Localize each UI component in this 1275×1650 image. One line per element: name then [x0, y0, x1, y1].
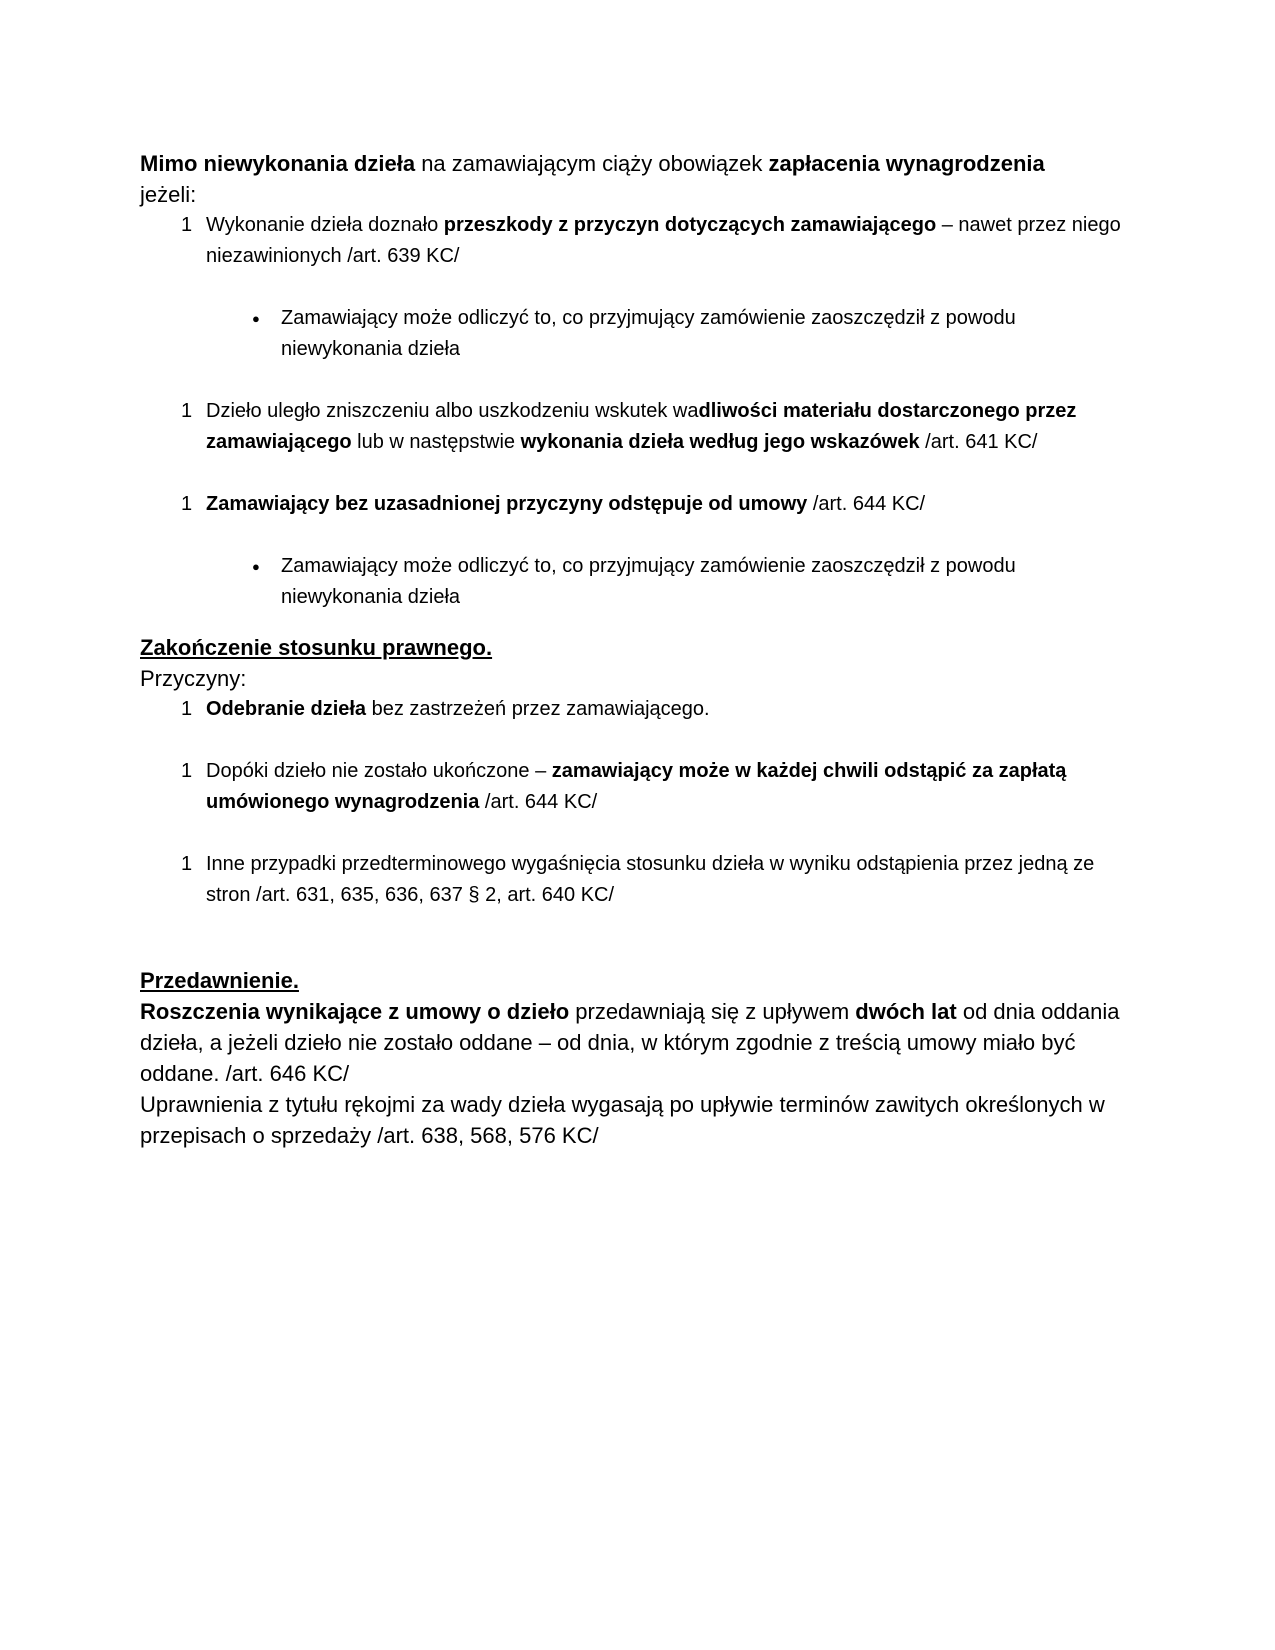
- text-run: Zamawiający może odliczyć to, co przyjmujący zamówienie zaoszczędził z powodu niewykonania dzieła: [281, 555, 1016, 608]
- list-number: 1: [181, 493, 193, 515]
- intro-condition-label: [140, 179, 1137, 210]
- text-run: przeszkody z przyczyn dotyczących zamawiającego: [443, 214, 937, 236]
- section-heading-zakonczenie: [140, 632, 1137, 663]
- text-run: – nawet przez niego niezawinionych /art. 639 KC/: [206, 214, 1121, 267]
- text-run: Zamawiający może odliczyć to, co przyjmujący zamówienie zaoszczędził z powodu niewykonania dzieła: [281, 307, 1016, 360]
- list-number: 1: [181, 400, 193, 422]
- text-run: Dopóki dzieło nie zostało ukończone –: [206, 760, 552, 782]
- numbered-item-odebranie-dziela: [140, 694, 1137, 725]
- bullet-note-odliczenie-1: [140, 303, 1137, 365]
- text-run: /art. 641 KC/: [919, 431, 1038, 453]
- text-run: dliwości materiału dostarczonego przez zamawiającego: [206, 400, 1077, 453]
- list-number: 1: [181, 760, 193, 782]
- text-run: przedawniają się z upływem: [569, 999, 856, 1024]
- list-number: 1: [181, 853, 193, 875]
- text-run: Roszczenia wynikające z umowy o dzieło: [140, 999, 570, 1024]
- intro-paragraph: [140, 148, 1137, 179]
- text-run: Mimo niewykonania dzieła: [140, 151, 416, 176]
- text-run: Wykonanie dzieła doznało: [206, 214, 444, 236]
- text-run: Inne przypadki przedterminowego wygaśnięcia stosunku dzieła w wyniku odstąpienia przez jedną ze stron /art. 631, 635, 636, 637 § 2, art. 640 KC/: [206, 853, 1095, 906]
- text-run: wykonania dzieła według jego wskazówek: [520, 431, 920, 453]
- text-run: zapłacenia wynagrodzenia: [768, 151, 1045, 176]
- paragraph-przyczyny-label: [140, 663, 1137, 694]
- list-number: 1: [181, 214, 193, 236]
- section-heading-przedawnienie: [140, 965, 1137, 996]
- text-run: lub w następstwie: [351, 431, 521, 453]
- text-run: na zamawiającym ciąży obowiązek: [415, 151, 769, 176]
- numbered-item-wykonanie-przeszkody: [140, 210, 1137, 272]
- text-run: /art. 644 KC/: [807, 493, 926, 515]
- text-run: jeżeli:: [140, 182, 197, 207]
- text-run: od dnia oddania dzieła, a jeżeli dzieło nie zostało oddane – od dnia, w którym zgodnie z treścią umowy miało być oddane. /art. 646 KC/: [140, 999, 1120, 1086]
- numbered-item-zniszczenie-dziela: [140, 396, 1137, 458]
- text-run: Zakończenie stosunku prawnego.: [140, 635, 493, 660]
- text-run: Odebranie dzieła: [206, 698, 367, 720]
- text-run: dwóch lat: [855, 999, 957, 1024]
- text-run: /art. 644 KC/: [479, 791, 598, 813]
- text-run: zamawiający może w każdej chwili odstąpić za zapłatą umówionego wynagrodzenia: [206, 760, 1067, 813]
- paragraph-rekojmia: [140, 1089, 1137, 1151]
- text-run: Przedawnienie.: [140, 968, 299, 993]
- list-number: 1: [181, 698, 193, 720]
- bullet-note-odliczenie-2: [140, 551, 1137, 613]
- text-run: Przyczyny:: [140, 666, 247, 691]
- text-run: bez zastrzeżeń przez zamawiającego.: [366, 698, 710, 720]
- text-run: Zamawiający bez uzasadnionej przyczyny odstępuje od umowy: [206, 493, 808, 515]
- paragraph-roszczenia: [140, 996, 1137, 1089]
- numbered-item-odstapienie-bez-przyczyny: [140, 489, 1137, 520]
- bullet-icon: ●: [252, 559, 260, 574]
- numbered-item-dopoki-nieukonczone: [140, 756, 1137, 818]
- bullet-icon: ●: [252, 311, 260, 326]
- text-run: Uprawnienia z tytułu rękojmi za wady dzieła wygasają po upływie terminów zawitych określonych w przepisach o sprzedaży /art. 638, 568, 576 KC/: [140, 1092, 1105, 1148]
- text-run: Dzieło uległo zniszczeniu albo uszkodzeniu wskutek wa: [206, 400, 699, 422]
- numbered-item-inne-przypadki: [140, 849, 1137, 911]
